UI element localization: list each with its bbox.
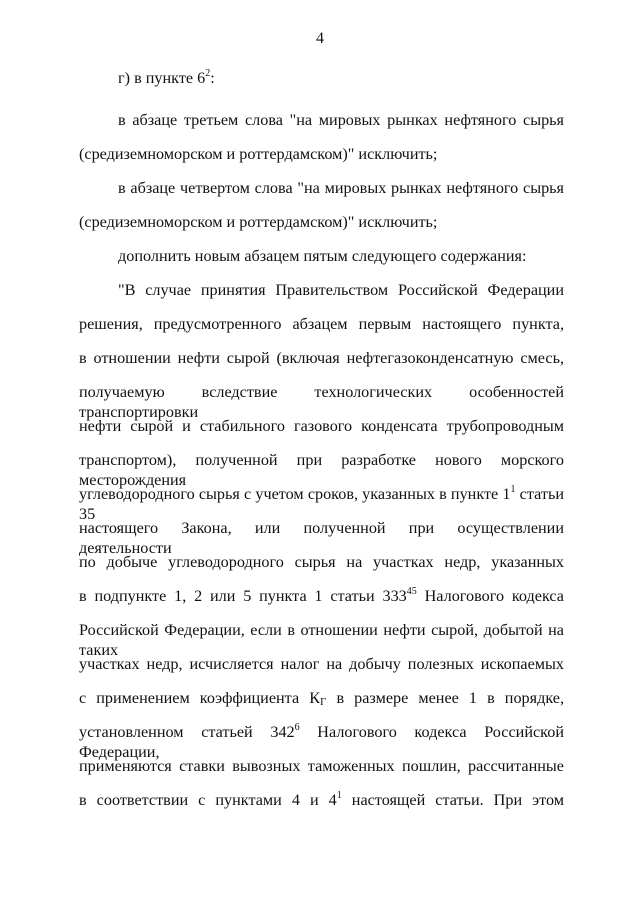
quote-line-4: получаемую вследствие технологических особенностей транспортировки bbox=[79, 383, 564, 421]
quote-line-14 bbox=[79, 721, 564, 761]
paragraph-1-line-1: в абзаце третьем слова "на мировых рынках нефтяного сырья bbox=[118, 111, 564, 129]
quote-line-5: нефти сырой и стабильного газового конденсата трубопроводным bbox=[79, 417, 564, 435]
quote-line-16-superscript: 1 bbox=[336, 789, 342, 801]
quote-line-13 bbox=[79, 688, 564, 708]
quote-line-15: применяются ставки вывозных таможенных пошлин, рассчитанные bbox=[79, 757, 564, 775]
paragraph-3: дополнить новым абзацем пятым следующего содержания: bbox=[118, 247, 527, 265]
paragraph-2-line-2: (средиземноморском и роттердамском)" исключить; bbox=[79, 213, 438, 231]
quote-line-16 bbox=[79, 790, 564, 810]
quote-line-9: по добыче углеводородного сырья на участках недр, указанных bbox=[79, 553, 564, 571]
quote-line-3: в отношении нефти сырой (включая нефтегазоконденсатную смесь, bbox=[79, 349, 564, 367]
quote-line-10-text-a: в подпункте 1, 2 или 5 пункта 1 статьи 333 bbox=[79, 587, 407, 605]
paragraph-2-line-1: в абзаце четвертом слова "на мировых рынках нефтяного сырья bbox=[118, 179, 564, 197]
quote-line-7 bbox=[79, 483, 564, 523]
subitem-heading bbox=[118, 68, 564, 88]
quote-line-12: участках недр, исчисляется налог на добычу полезных ископаемых bbox=[79, 655, 564, 673]
heading-text: г) в пункте 6 bbox=[118, 69, 206, 87]
quote-line-16-text-a: в соответствии с пунктами 4 и 4 bbox=[79, 791, 337, 809]
quote-line-13-subscript: Г bbox=[320, 696, 327, 708]
quote-line-11: Российской Федерации, если в отношении нефти сырой, добытой на таких bbox=[79, 621, 564, 659]
quote-line-1: "В случае принятия Правительством Российской Федерации bbox=[118, 281, 564, 299]
quote-line-7-text-b: статьи 35 bbox=[79, 485, 564, 523]
quote-line-14-text-b: Налогового кодекса Российской Федерации, bbox=[79, 723, 564, 761]
quote-line-14-text-a: установленном статьей 342 bbox=[79, 723, 295, 741]
quote-line-8: настоящего Закона, или полученной при осуществлении деятельности bbox=[79, 519, 564, 557]
quote-line-7-text-a: углеводородного сырья с учетом сроков, указанных в пункте 1 bbox=[79, 485, 511, 503]
quote-line-14-superscript: 6 bbox=[294, 721, 300, 733]
heading-superscript: 2 bbox=[205, 67, 211, 79]
quote-line-10-superscript: 45 bbox=[406, 585, 417, 597]
heading-suffix: : bbox=[210, 69, 215, 87]
quote-line-2: решения, предусмотренного абзацем первым настоящего пункта, bbox=[79, 315, 564, 333]
quote-line-16-text-b: настоящей статьи. При этом bbox=[341, 791, 564, 809]
quote-line-10 bbox=[79, 586, 564, 606]
quote-line-13-text-a: с применением коэффициента К bbox=[79, 689, 321, 707]
quote-line-13-text-b: в размере менее 1 в порядке, bbox=[326, 689, 565, 707]
quote-line-10-text-b: Налогового кодекса bbox=[416, 587, 564, 605]
quote-line-6: транспортом), полученной при разработке нового морского месторождения bbox=[79, 451, 564, 489]
paragraph-1-line-2: (средиземноморском и роттердамском)" исключить; bbox=[79, 145, 438, 163]
page-number: 4 bbox=[316, 30, 324, 47]
quote-line-7-superscript: 1 bbox=[510, 483, 516, 495]
